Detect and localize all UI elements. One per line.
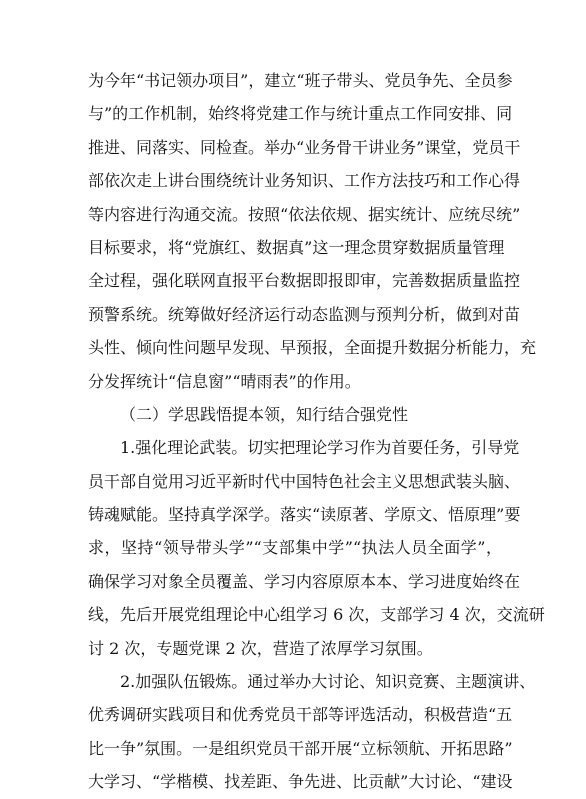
text-line: 推进、同落实、同检查。举办“业务骨干讲业务”课堂，党员干 bbox=[88, 137, 521, 157]
heading-text: （二）学思践悟提本领，知行结合强党性 bbox=[120, 404, 409, 424]
text-line: 全过程，强化联网直报平台数据即报即审，完善数据质量监控 bbox=[88, 271, 521, 291]
text-line: 部依次走上讲台围绕统计业务知识、工作方法技巧和工作心得 bbox=[88, 171, 521, 191]
text-line: 1.强化理论武装。切实把理论学习作为首要任务，引导党 bbox=[120, 438, 520, 458]
text-line: 目标要求，将“党旗红、数据真”这一理念贯穿数据质量管理 bbox=[88, 237, 505, 257]
text-line: 优秀调研实践项目和优秀党员干部等评选活动，积极营造“五 bbox=[88, 705, 513, 725]
paragraph-2 bbox=[88, 431, 545, 665]
text-line: 等内容进行沟通交流。按照“依法依规、据实统计、应统尽统” bbox=[88, 204, 521, 224]
text-line: 讨 2 次，专题党课 2 次，营造了浓厚学习氛围。 bbox=[88, 638, 433, 658]
text-line: 2.加强队伍锻炼。通过举办大讨论、知识竞赛、主题演讲、 bbox=[120, 672, 536, 692]
text-line: 求，坚持“领导带头学”“支部集中学”“执法人员全面学”， bbox=[88, 538, 502, 558]
text-line: 铸魂赋能。坚持真学深学。落实“读原著、学原文、悟原理”要 bbox=[88, 505, 521, 525]
text-line: 与”的工作机制，始终将党建工作与统计重点工作同安排、同 bbox=[88, 104, 513, 124]
text-line: 线，先后开展党组理论中心组学习 6 次，支部学习 4 次，交流研 bbox=[88, 605, 545, 625]
paragraph-3 bbox=[88, 665, 536, 799]
text-line: 头性、倾向性问题早发现、早预报，全面提升数据分析能力，充 bbox=[88, 338, 537, 358]
paragraph-1 bbox=[88, 64, 537, 398]
text-line: 员干部自觉用习近平新时代中国特色社会主义思想武装头脑、 bbox=[88, 471, 521, 491]
text-line: 预警系统。统筹做好经济运行动态监测与预判分析，做到对苗 bbox=[88, 304, 521, 324]
text-line: 大学习、“学楷模、找差距、争先进、比贡献”大讨论、“建设 bbox=[88, 772, 513, 792]
text-line: 确保学习对象全员覆盖、学习内容原原本本、学习进度始终在 bbox=[88, 571, 521, 591]
section-heading bbox=[88, 398, 502, 431]
document-body bbox=[88, 64, 545, 799]
text-line: 为今年“书记领办项目”，建立“班子带头、党员争先、全员参 bbox=[88, 71, 513, 90]
text-line: 比一争”氛围。一是组织党员干部开展“立标领航、开拓思路” bbox=[88, 738, 513, 758]
text-line: 分发挥统计“信息窗”“晴雨表”的作用。 bbox=[88, 371, 361, 391]
